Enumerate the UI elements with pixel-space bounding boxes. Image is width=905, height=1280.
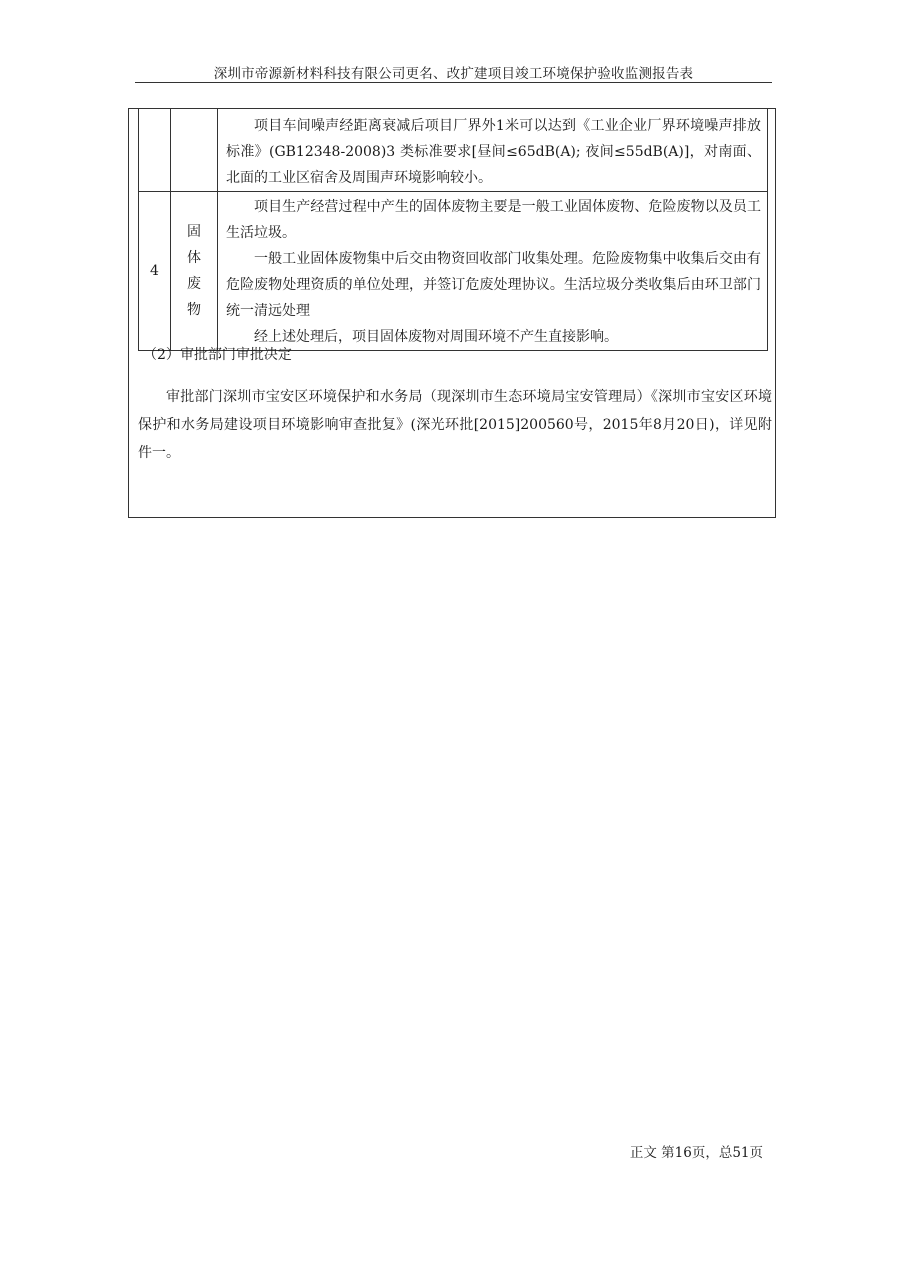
solid-waste-paragraph: 项目生产经营过程中产生的固体废物主要是一般工业固体废物、危险废物以及员工生活垃圾。 [226, 199, 761, 241]
noise-paragraph: 项目车间噪声经距离衰减后项目厂界外1米可以达到《工业企业厂界环境噪声排放标准》(GB12348-2008)3 类标准要求[昼间≤65dB(A); 夜间≤55dB(A)]，对南面、北面的工业区宿舍及周围声环境影响较小。 [226, 118, 761, 186]
approval-section-title: （2）审批部门审批决定 [143, 347, 292, 363]
category-char: 废 [187, 276, 201, 292]
page-number: 正文 第16页，总51页 [629, 1145, 763, 1161]
pollution-measures-table [138, 108, 768, 351]
category-char: 体 [187, 250, 201, 266]
solid-waste-paragraph: 一般工业固体废物集中后交由物资回收部门收集处理。危险废物集中收集后交由有危险废物处理资质的单位处理，并签订危废处理协议。生活垃圾分类收集后由环卫部门统一清远处理 [226, 251, 761, 319]
row-category-cell [171, 109, 218, 192]
row-description-cell [218, 192, 768, 351]
table-row [139, 109, 768, 192]
table-row [139, 192, 768, 351]
category-char: 固 [187, 224, 201, 240]
approval-section-body: 审批部门深圳市宝安区环境保护和水务局（现深圳市生态环境局宝安管理局）《深圳市宝安区环境保护和水务局建设项目环境影响审查批复》(深光环批[2015]200560号，2015年8月20日)，详见附件一。 [138, 389, 772, 461]
category-char: 物 [187, 302, 201, 318]
row-category-cell [171, 192, 218, 351]
header-divider [135, 82, 772, 83]
solid-waste-paragraph: 经上述处理后，项目固体废物对周围环境不产生直接影响。 [254, 329, 618, 345]
row-number-cell: 4 [139, 192, 171, 351]
report-header-title: 深圳市帝源新材料科技有限公司更名、改扩建项目竣工环境保护验收监测报告表 [213, 66, 694, 82]
row-description-cell [218, 109, 768, 192]
row-number-cell [139, 109, 171, 192]
